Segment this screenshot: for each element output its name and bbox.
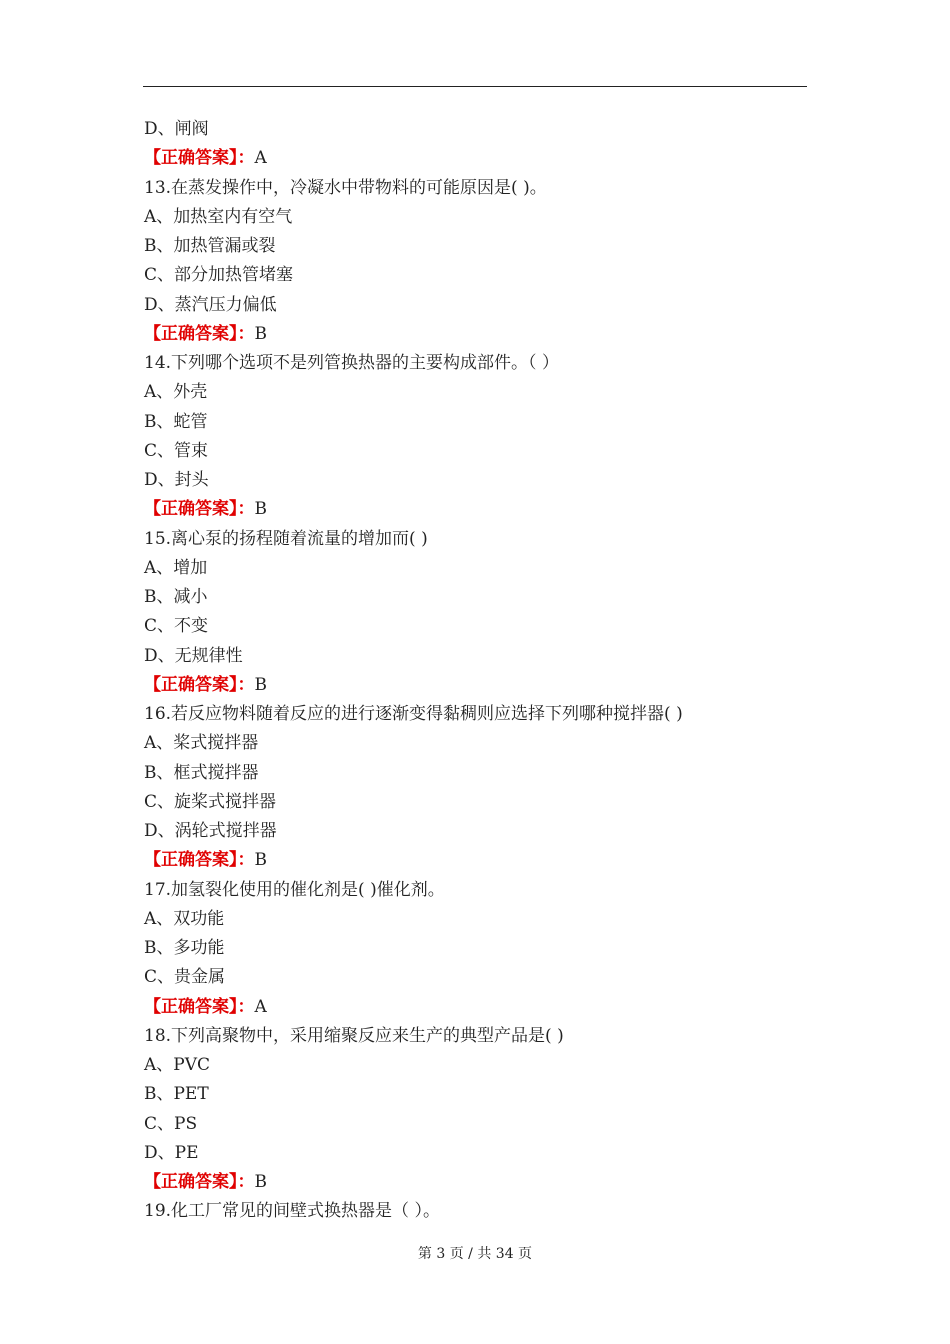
answer-value: B bbox=[254, 674, 267, 695]
page-content bbox=[144, 115, 824, 1227]
option-line: B、框式搅拌器 bbox=[144, 762, 259, 783]
option-line: D、无规律性 bbox=[144, 645, 243, 666]
option-line: A、PVC bbox=[144, 1055, 210, 1075]
option-line: C、不变 bbox=[144, 616, 209, 637]
answer-label: 【正确答案】： bbox=[144, 148, 255, 169]
answer-value: B bbox=[254, 1172, 267, 1192]
answer-label: 【正确答案】： bbox=[144, 996, 255, 1017]
option-line: D、涡轮式搅拌器 bbox=[144, 821, 277, 841]
answer-label: 【正确答案】： bbox=[144, 323, 255, 344]
answer-line bbox=[144, 846, 824, 875]
question-stem: 19.化工厂常见的间壁式换热器是（ ）。 bbox=[144, 1201, 440, 1222]
answer-value: A bbox=[254, 996, 267, 1017]
option-line: A、桨式搅拌器 bbox=[144, 733, 259, 754]
option-line: D、封头 bbox=[144, 470, 209, 490]
option-line: D、闸阀 bbox=[144, 119, 209, 139]
option-line: C、旋桨式搅拌器 bbox=[144, 791, 277, 812]
answer-line bbox=[144, 993, 824, 1022]
answer-line bbox=[144, 144, 824, 173]
answer-line bbox=[144, 495, 824, 524]
answer-label: 【正确答案】： bbox=[144, 499, 255, 520]
page-footer: 第 3 页 / 共 34 页 bbox=[417, 1246, 533, 1262]
answer-value: B bbox=[254, 850, 267, 871]
option-line: B、蛇管 bbox=[144, 411, 208, 432]
question-stem: 16.若反应物料随着反应的进行逐渐变得黏稠则应选择下列哪种搅拌器( ) bbox=[144, 704, 683, 724]
answer-label: 【正确答案】： bbox=[144, 850, 255, 871]
answer-label: 【正确答案】： bbox=[144, 1172, 255, 1192]
option-line: A、双功能 bbox=[144, 908, 225, 929]
answer-value: A bbox=[254, 148, 267, 169]
option-line: A、加热室内有空气 bbox=[144, 206, 293, 227]
option-line: C、贵金属 bbox=[144, 967, 226, 988]
question-stem: 14.下列哪个选项不是列管换热器的主要构成部件。（ ） bbox=[144, 353, 559, 373]
question-stem: 17.加氢裂化使用的催化剂是( )催化剂。 bbox=[144, 879, 445, 900]
option-line: C、部分加热管堵塞 bbox=[144, 265, 294, 286]
option-line: D、蒸汽压力偏低 bbox=[144, 294, 277, 315]
option-line: B、PET bbox=[144, 1084, 209, 1105]
question-stem: 15.离心泵的扬程随着流量的增加而( ) bbox=[144, 528, 428, 549]
option-line: B、多功能 bbox=[144, 938, 225, 958]
answer-value: B bbox=[254, 323, 267, 344]
question-stem: 18.下列高聚物中，采用缩聚反应来生产的典型产品是( ) bbox=[144, 1025, 564, 1046]
header-rule bbox=[143, 86, 807, 87]
answer-line bbox=[144, 320, 824, 349]
answer-value: B bbox=[254, 499, 267, 520]
option-line: B、减小 bbox=[144, 587, 208, 607]
option-line: C、PS bbox=[144, 1113, 198, 1134]
option-line: B、加热管漏或裂 bbox=[144, 236, 276, 256]
answer-line bbox=[144, 1168, 824, 1197]
option-line: A、外壳 bbox=[144, 382, 208, 403]
option-line: C、管束 bbox=[144, 440, 209, 461]
answer-line bbox=[144, 671, 824, 700]
question-stem: 13.在蒸发操作中，冷凝水中带物料的可能原因是( )。 bbox=[144, 177, 547, 198]
answer-label: 【正确答案】： bbox=[144, 674, 255, 695]
option-line: A、增加 bbox=[144, 557, 208, 578]
option-line: D、PE bbox=[144, 1142, 199, 1163]
